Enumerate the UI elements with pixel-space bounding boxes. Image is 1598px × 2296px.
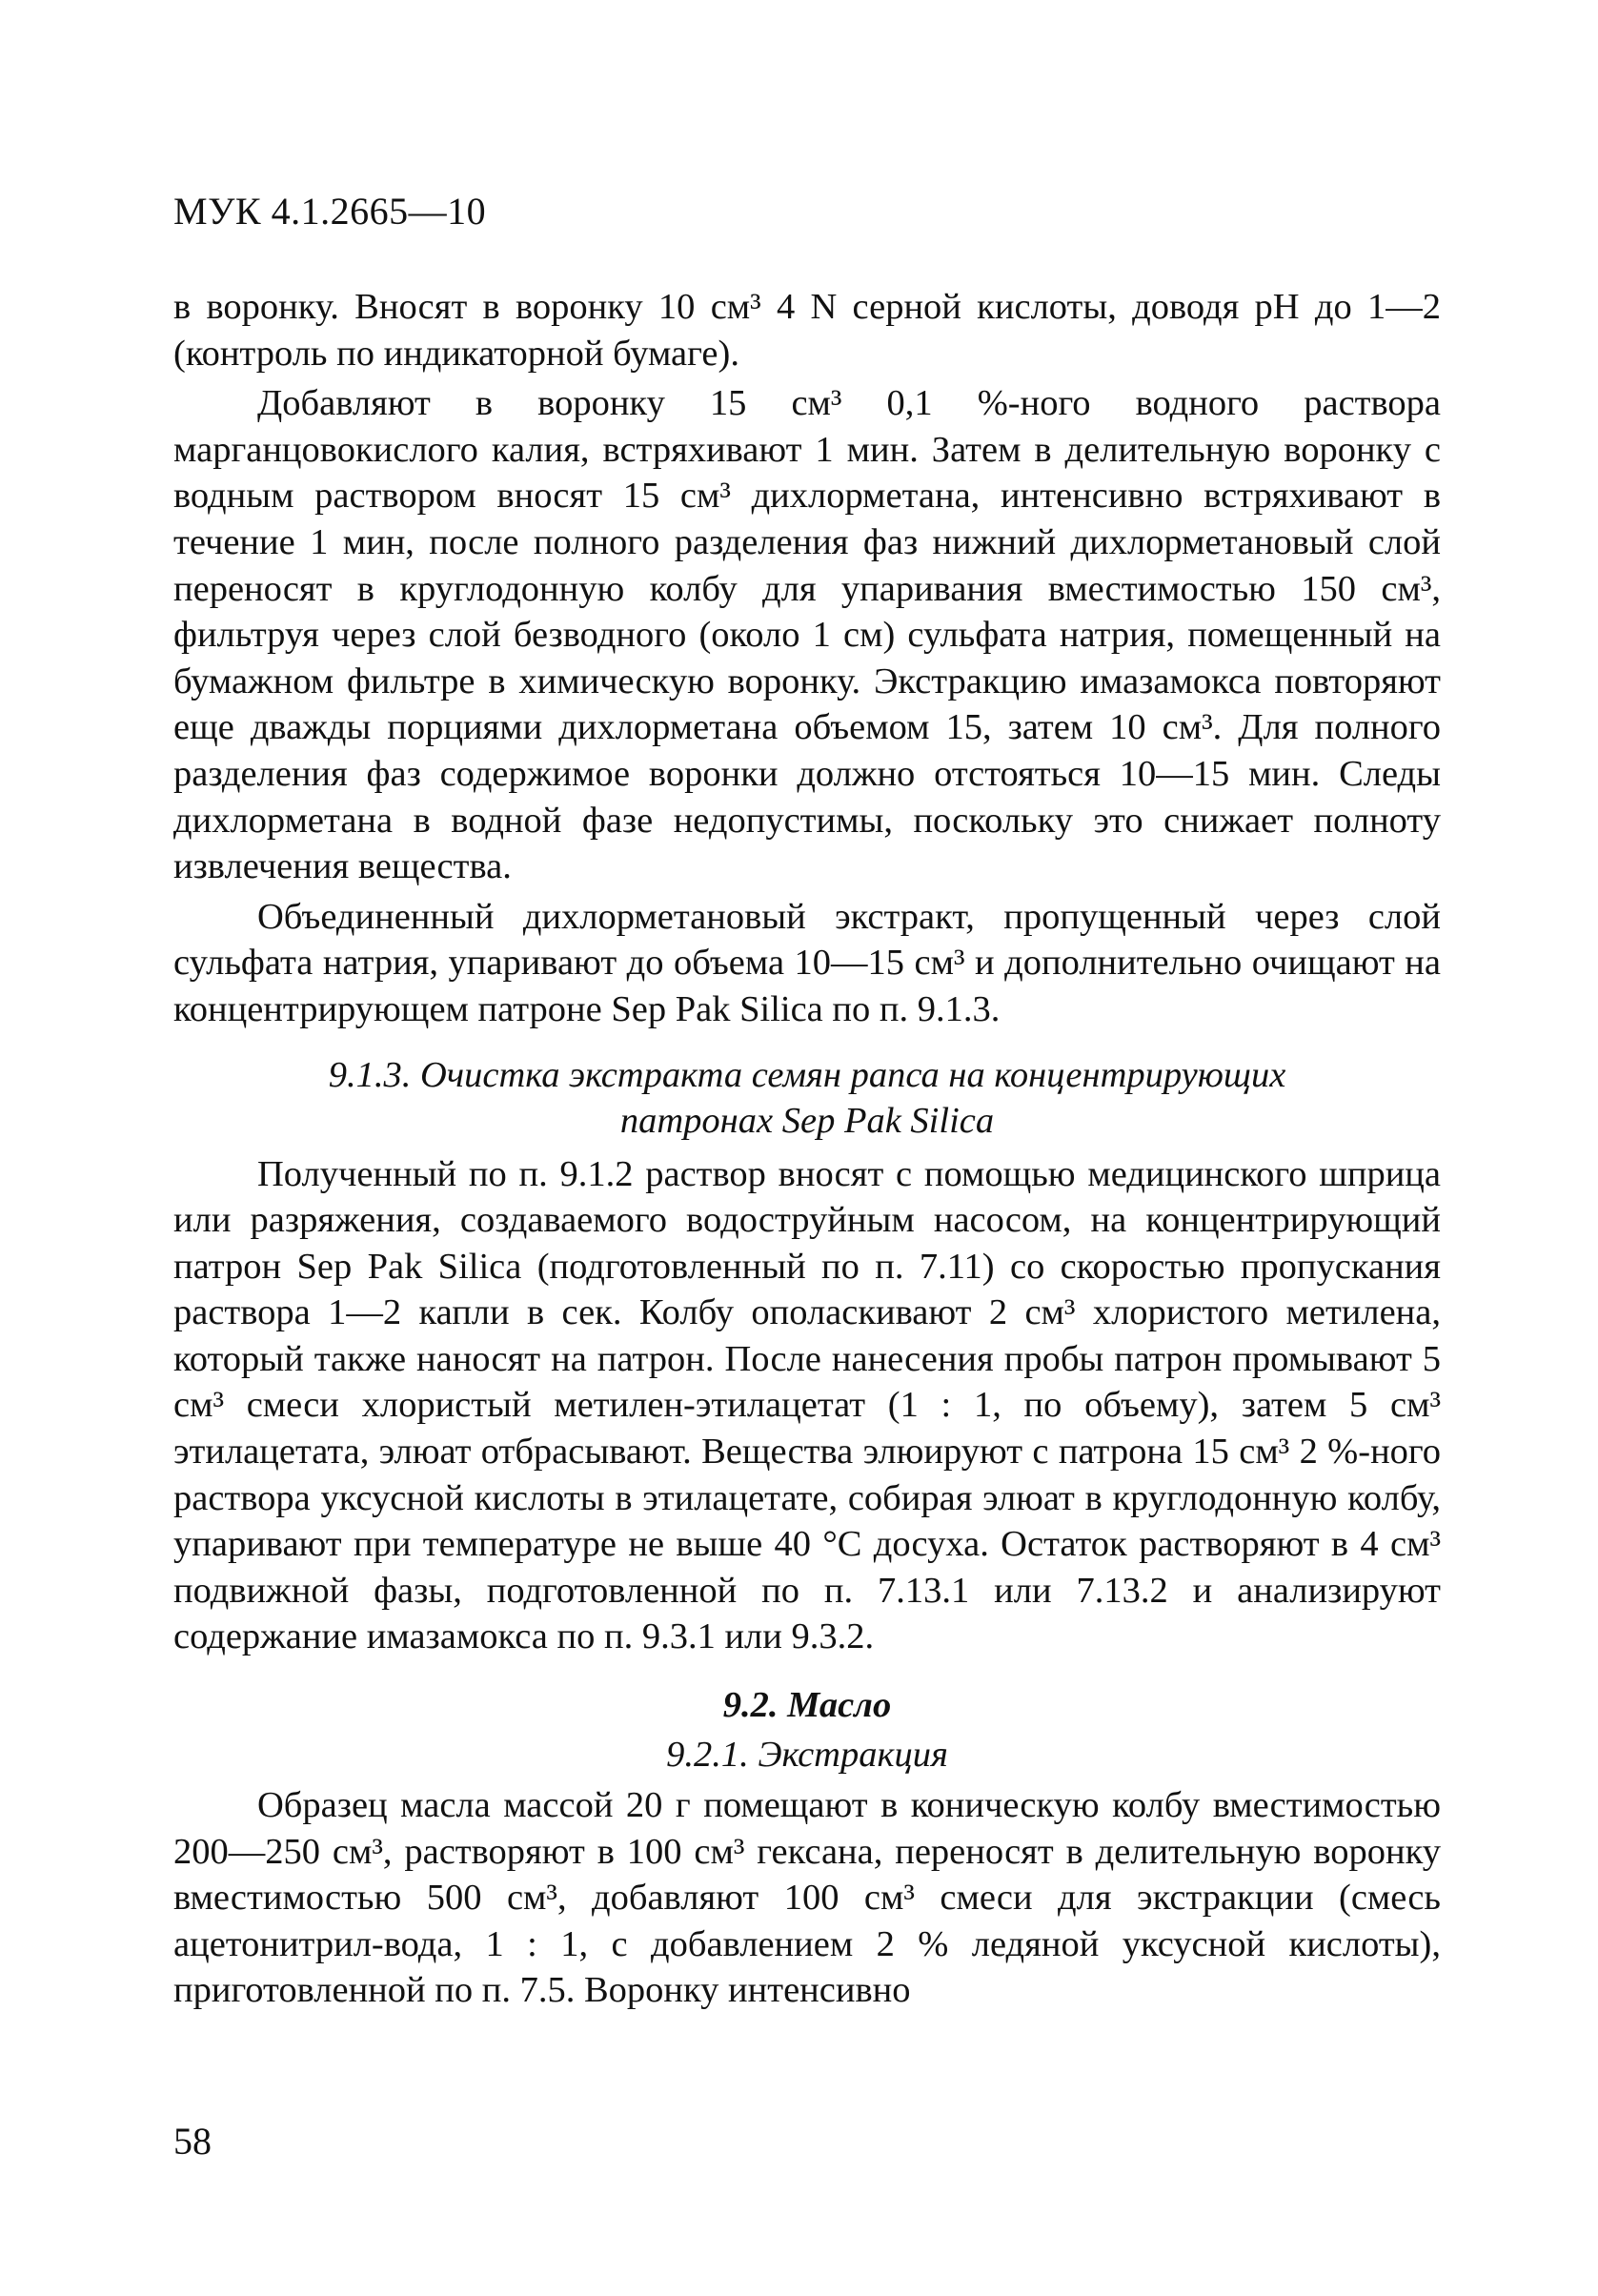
page-number: 58 bbox=[173, 2120, 212, 2163]
section-heading-9-1-3 bbox=[173, 1052, 1441, 1144]
page-body bbox=[173, 284, 1441, 2018]
section-heading-9-1-3-line2: патронах Sep Pak Silica bbox=[619, 1100, 995, 1141]
section-heading-9-2-1: 9.2.1. Экстракция bbox=[666, 1735, 948, 1776]
section-heading-9-1-3-line1: 9.1.3. Очистка экстракта семян рапса на концентрирующих bbox=[328, 1054, 1286, 1095]
paragraph-combined-extract: Объединенный дихлорметановый экстракт, пропущенный через слой сульфата натрия, упаривают до объема 10—15 см³ и дополнительно очищают на концентрирующем патроне Sep Pak Silica по п. 9.1.3. bbox=[173, 896, 1441, 1029]
section-heading-9-2: 9.2. Масло bbox=[722, 1685, 892, 1726]
paragraph-continuation: в воронку. Вносят в воронку 10 см³ 4 N серной кислоты, доводя рН до 1—2 (контроль по индикаторной бумаге). bbox=[173, 287, 1441, 374]
paragraph-cartridge-cleanup: Полученный по п. 9.1.2 раствор вносят с помощью медицинского шприца или разряжения, создаваемого водоструйным насосом, на концентрирующий патрон Sep Pak Silica (подготовленный по п. 7.11) со скоростью пропускания раствора 1—2 капли в сек. Колбу ополаскивают 2 см³ хлористого метилена, который также наносят на патрон. После нанесения пробы патрон промывают 5 см³ смеси хлористый метилен-этилацетат (1 : 1, по объему), затем 5 см³ этилацетата, элюат отбрасывают. Вещества элюируют с патрона 15 см³ 2 %-ного раствора уксусной кислоты в этилацетате, собирая элюат в круглодонную колбу, упаривают при температуре не выше 40 °С досуха. Остаток растворяют в 4 см³ подвижной фазы, подготовленной по п. 7.13.1 или 7.13.2 и анализируют содержание имазамокса по п. 9.3.1 или 9.3.2. bbox=[173, 1153, 1441, 1657]
document-code-header: МУК 4.1.2665—10 bbox=[173, 190, 487, 233]
paragraph-permanganate-extraction: Добавляют в воронку 15 см³ 0,1 %-ного водного раствора марганцовокислого калия, встряхивают 1 мин. Затем в делительную воронку с водным раствором вносят 15 см³ дихлорметана, интенсивно встряхивают в течение 1 мин, после полного разделения фаз нижний дихлорметановый слой переносят в круглодонную колбу для упаривания вместимостью 150 см³, фильтруя через слой безводного (около 1 см) сульфата натрия, помещенный на бумажном фильтре в химическую воронку. Экстракцию имазамокса повторяют еще дважды порциями дихлорметана объемом 15, затем 10 см³. Для полного разделения фаз содержимое воронки должно отстояться 10—15 мин. Следы дихлорметана в водной фазе недопустимы, поскольку это снижает полноту извлечения вещества. bbox=[173, 383, 1441, 887]
paragraph-oil-extraction: Образец масла массой 20 г помещают в коническую колбу вместимостью 200—250 см³, растворяют в 100 см³ гексана, переносят в делительную воронку вместимостью 500 см³, добавляют 100 см³ смеси для экстракции (смесь ацетонитрил-вода, 1 : 1, с добавлением 2 % ледяной уксусной кислоты), приготовленной по п. 7.5. Воронку интенсивно bbox=[173, 1785, 1441, 2011]
